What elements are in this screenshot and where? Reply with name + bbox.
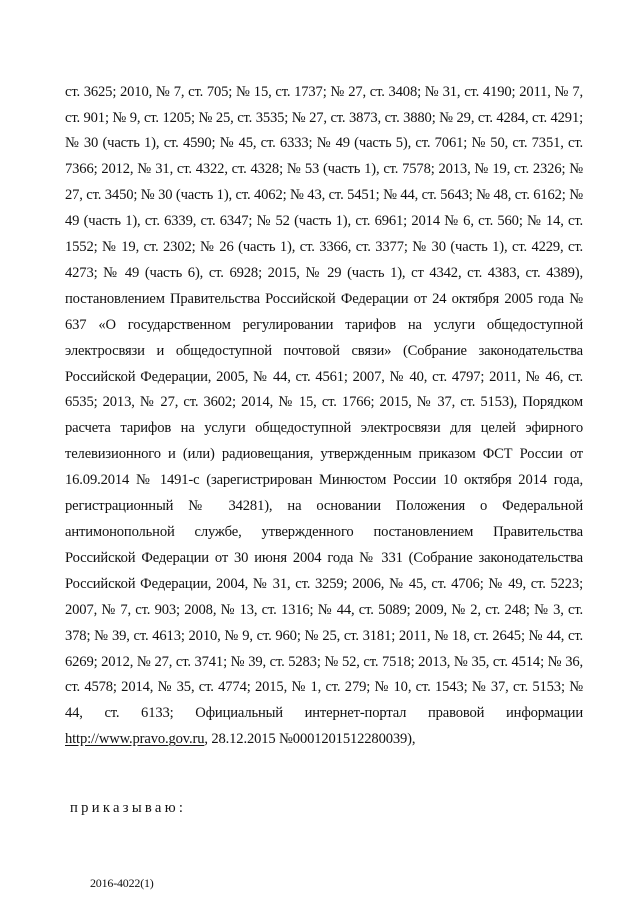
body-text-before-link: ст. 3625; 2010, № 7, ст. 705; № 15, ст. 1737; № 27, ст. 3408; № 31, ст. 4190; 2011, № 7, ст. 901; № 9, ст. 1205; № 25, ст. 3535; № 27, ст. 3873, ст. 3880; № 29, ст. 4284, ст. 4291; № 30 (часть 1), ст. 4590; № 45, ст. 6333; № 49 (часть 5), ст. 7061; № 50, ст. 7351, ст. 7366; 2012, № 31, ст. 4322, ст. 4328; № 53 (часть 1), ст. 7578; 2013, № 19, ст. 2326; № 27, ст. 3450; № 30 (часть 1), ст. 4062; № 43, ст. 5451; № 44, ст. 5643; № 48, ст. 6162; № 49 (часть 1), ст. 6339, ст. 6347; № 52 (часть 1), ст. 6961; 2014 № 6, ст. 560; № 14, ст. 1552; № 19, ст. 2302; № 26 (часть 1), ст. 3366, ст. 3377; № 30 (часть 1), ст. 4229, ст. 4273; № 49 (часть 6), ст. 6928; 2015, № 29 (часть 1), ст 4342, ст. 4383, ст. 4389), постановлением Правительства Российской Федерации от 24 октября 2005 года № 637 «О государственном регулировании тарифов на услуги общедоступной электросвязи и общедоступной почтовой связи» (Собрание законодательства Российской Федерации, 2005, № 44, ст. 4561; 2007, № 40, ст. 4797; 2011, № 46, ст. 6535; 2013, № 27, ст. 3602; 2014, № 15, ст. 1766; 2015, № 37, ст. 5153), Порядком расчета тарифов на услуги общедоступной электросвязи для целей эфирного телевизионного и (или) радиовещания, утвержденным приказом ФСТ России от 16.09.2014 № 1491-с (зарегистрирован Минюстом России 10 октября 2014 года, регистрационный № 34281), на основании Положения о Федеральной антимонопольной службе, утвержденного постановлением Правительства Российской Федерации от 30 июня 2004 года № 331 (Собрание законодательства Российской Федерации, 2004, № 31, ст. 3259; 2006, № 45, ст. 4706; № 49, ст. 5223; 2007, № 7, ст. 903; 2008, № 13, ст. 1316; № 44, ст. 5089; 2009, № 2, ст. 248; № 3, ст. 378; № 39, ст. 4613; 2010, № 9, ст. 960; № 25, ст. 3181; 2011, № 18, ст. 2645; № 44, ст. 6269; 2012, № 27, ст. 3741; № 39, ст. 5283; № 52, ст. 7518; 2013, № 35, ст. 4514; № 36, ст. 4578; 2014, № 35, ст. 4774; 2015, № 1, ст. 279; № 10, ст. 1543; № 37, ст. 5153; № 44, ст. 6133; Официальный интернет-портал правовой информации bbox=[65, 83, 583, 722]
document-code: 2016-4022(1) bbox=[90, 876, 154, 890]
pravo-gov-link[interactable]: http://www.pravo.gov.ru bbox=[65, 731, 205, 748]
decree-word: приказываю: bbox=[70, 800, 187, 816]
body-text-after-link: , 28.12.2015 №0001201512280039), bbox=[204, 731, 416, 748]
body-paragraph bbox=[65, 80, 583, 754]
